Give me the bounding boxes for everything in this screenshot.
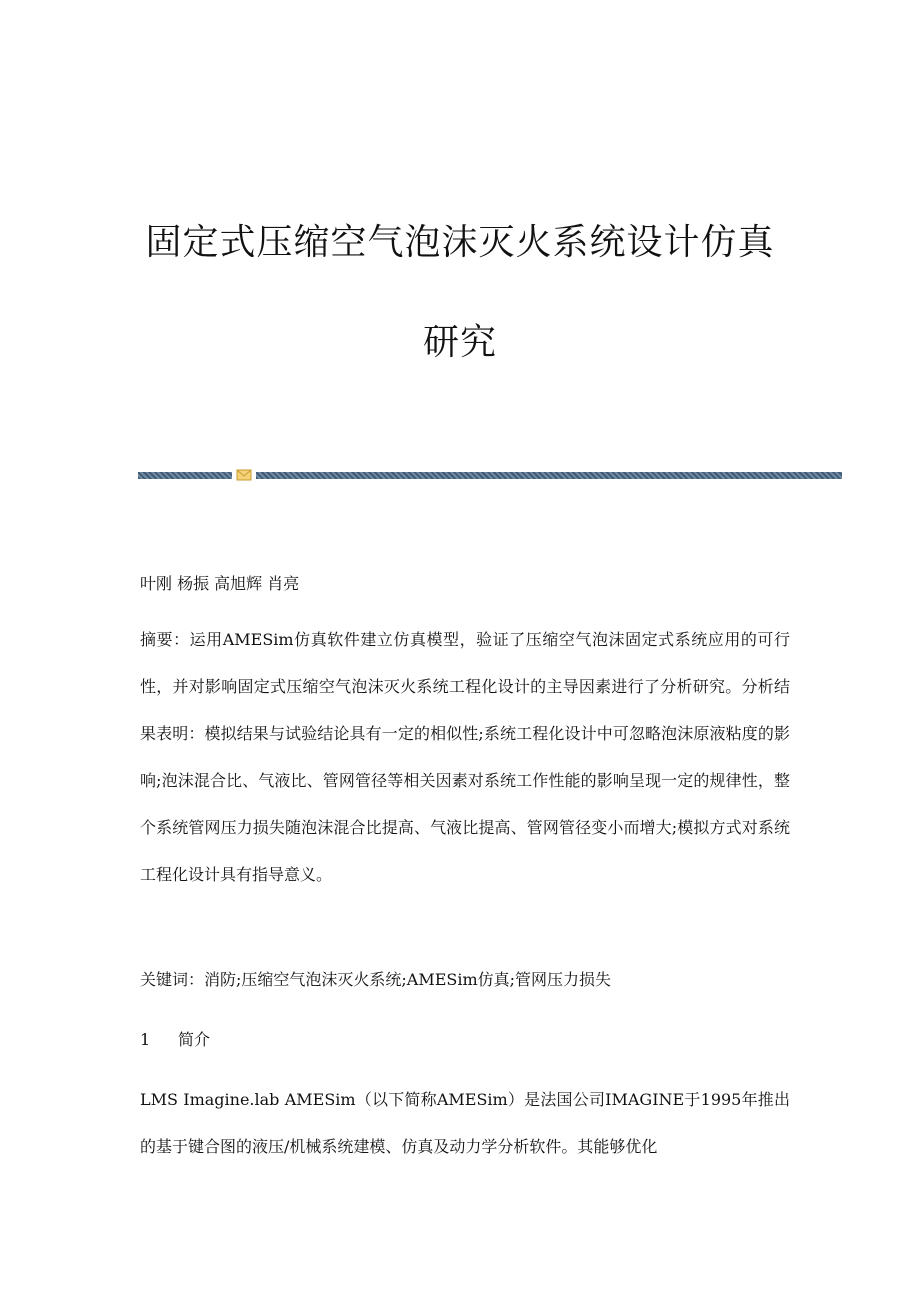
divider-bar-right [256, 472, 842, 479]
paper-title-line-1: 固定式压缩空气泡沫灭火系统设计仿真 [145, 222, 775, 263]
divider-bar-left [138, 472, 232, 479]
author-list: 叶刚 杨振 高旭辉 肖亮 [140, 574, 300, 593]
envelope-ornament-icon [236, 468, 252, 482]
paper-title-line-2: 研究 [422, 322, 497, 363]
abstract [140, 616, 790, 898]
keywords-text: 消防;压缩空气泡沫灭火系统;AMESim仿真;管网压力损失 [204, 970, 612, 989]
title-divider [138, 468, 842, 482]
section-title: 简介 [178, 1030, 211, 1049]
abstract-label: 摘要： [140, 630, 190, 649]
keywords-label: 关键词： [140, 970, 205, 989]
section-heading [140, 1022, 790, 1058]
abstract-text: 运用AMESim仿真软件建立仿真模型，验证了压缩空气泡沫固定式系统应用的可行性，并对影响固定式压缩空气泡沫灭火系统工程化设计的主导因素进行了分析研究。分析结果表明：模拟结果与试验结论具有一定的相似性;系统工程化设计中可忽略泡沫原液粘度的影响;泡沫混合比、气液比、管网管径等相关因素对系统工作性能的影响呈现一定的规律性，整个系统管网压力损失随泡沫混合比提高、气液比提高、管网管径变小而增大;模拟方式对系统工程化设计具有指导意义。 [140, 630, 790, 884]
keywords [140, 962, 790, 998]
section-number: 1 [140, 1030, 151, 1049]
intro-paragraph: LMS Imagine.lab AMESim（以下简称AMESim）是法国公司IMAGINE于1995年推出的基于键合图的液压/机械系统建模、仿真及动力学分析软件。其能够优化 [140, 1090, 790, 1156]
